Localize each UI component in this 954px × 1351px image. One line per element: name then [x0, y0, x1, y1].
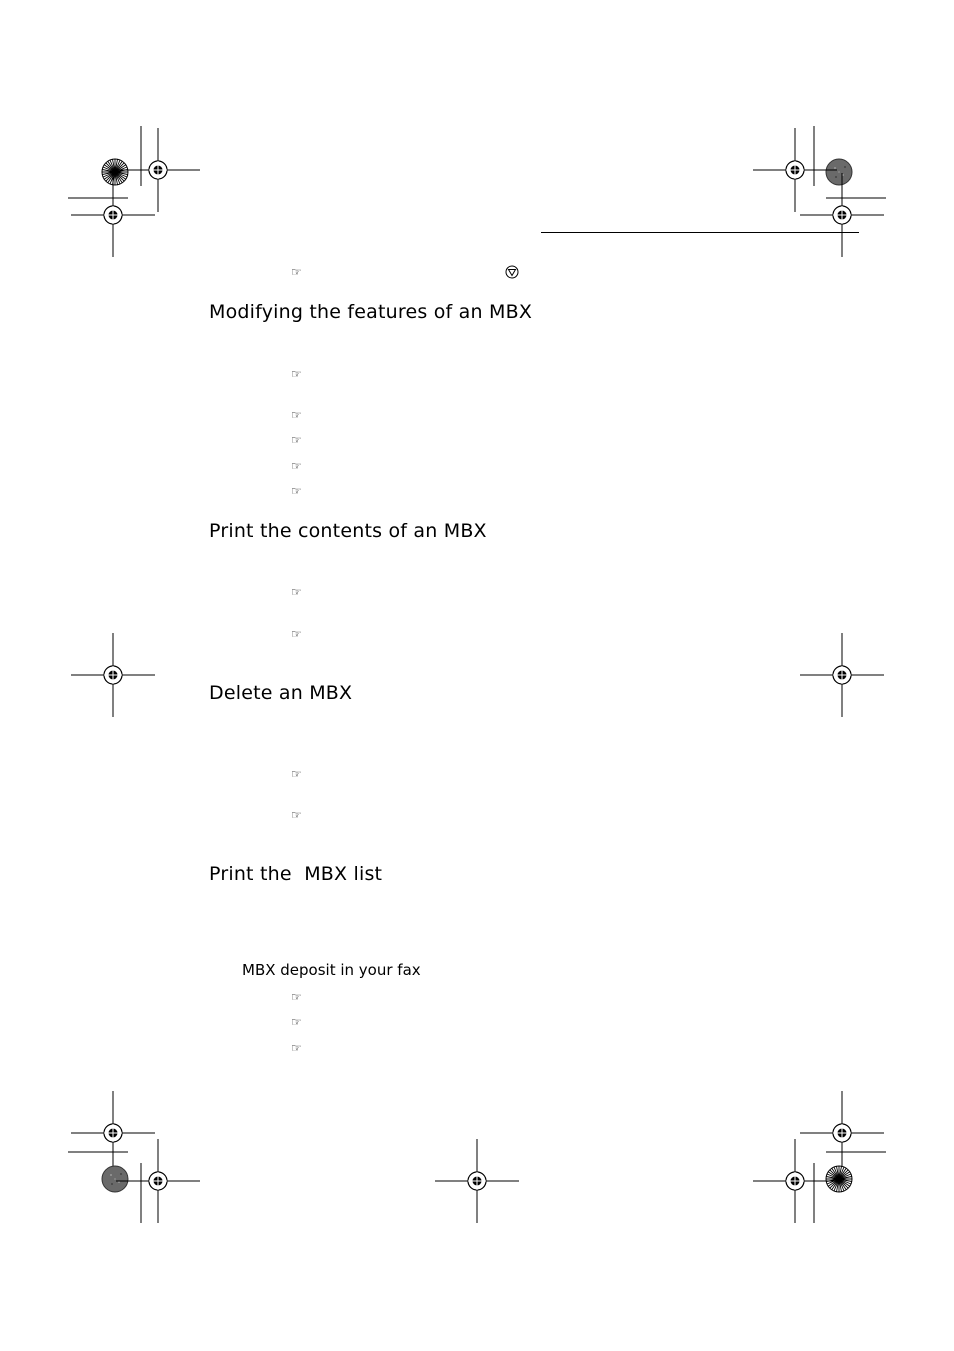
pointing-hand-icon: ☞ [291, 459, 302, 473]
pointing-hand-icon: ☞ [291, 585, 302, 599]
pointing-hand-icon: ☞ [291, 627, 302, 641]
pointing-hand-icon: ☞ [291, 408, 302, 422]
header-rule [541, 232, 859, 233]
pointing-hand-icon: ☞ [291, 367, 302, 381]
pointing-hand-icon: ☞ [291, 767, 302, 781]
subheading-mbx-deposit: MBX deposit in your fax [242, 961, 421, 979]
pointing-hand-icon: ☞ [291, 990, 302, 1004]
stop-key-icon [505, 265, 519, 279]
pointing-hand-icon: ☞ [291, 1041, 302, 1055]
section-title-print-list: Print the MBX list [209, 863, 383, 885]
pointing-hand-icon: ☞ [291, 1015, 302, 1029]
section-title-print-contents: Print the contents of an MBX [209, 520, 487, 542]
pointing-hand-icon: ☞ [291, 265, 302, 279]
section-title-modify: Modifying the features of an MBX [209, 301, 533, 323]
section-title-delete: Delete an MBX [209, 682, 353, 704]
pointing-hand-icon: ☞ [291, 808, 302, 822]
pointing-hand-icon: ☞ [291, 484, 302, 498]
pointing-hand-icon: ☞ [291, 433, 302, 447]
